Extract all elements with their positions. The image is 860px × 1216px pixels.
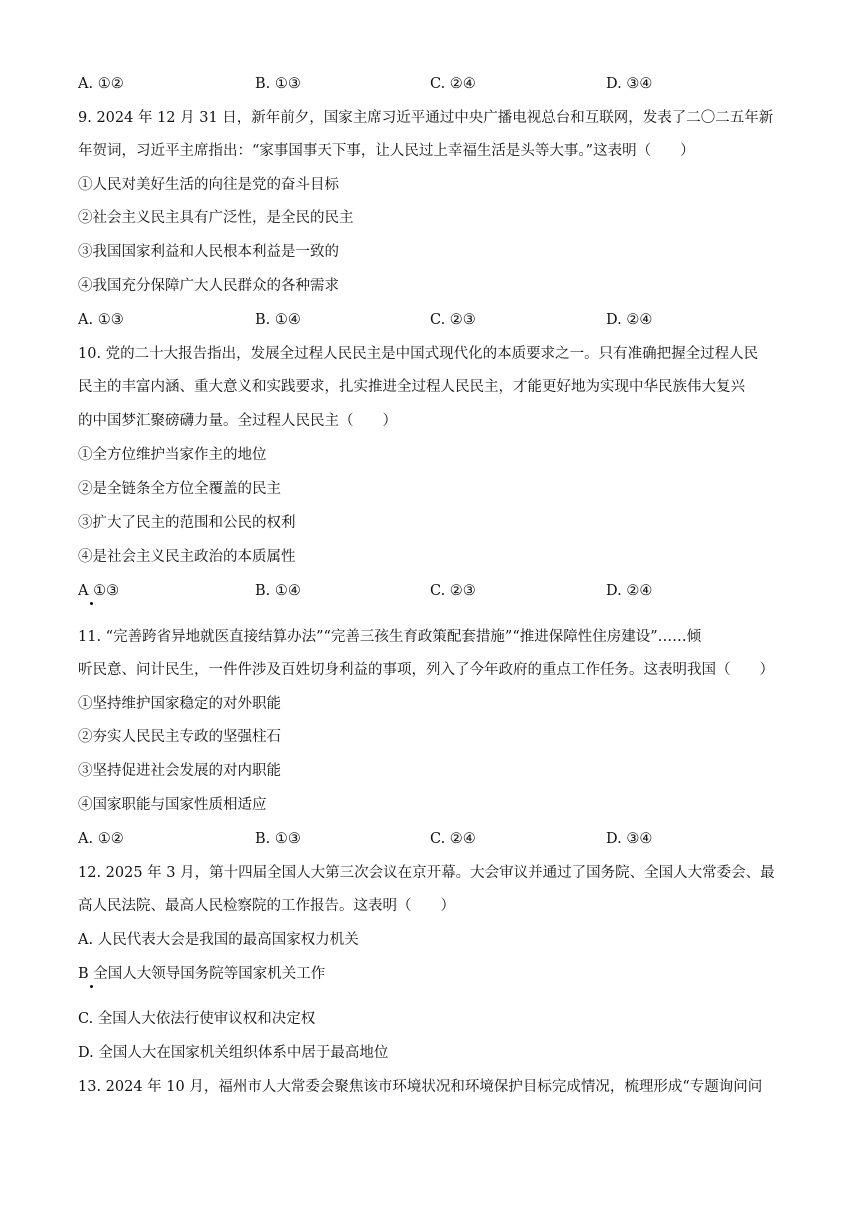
q9-option-d[interactable]: D. ②④ — [606, 312, 653, 328]
q11-item-4: ④国家职能与国家性质相适应 — [78, 797, 267, 813]
q10-option-a-dot — [90, 602, 93, 605]
q11-options — [78, 829, 798, 849]
q9-option-c[interactable]: C. ②③ — [430, 312, 476, 328]
q10-item-3: ③扩大了民主的范围和公民的权利 — [78, 515, 296, 531]
q12-stem-line-1: 12. 2025 年 3 月，第十四届全国人大第三次会议在京开幕。大会审议并通过了国务院、全国人大常委会、最 — [78, 865, 775, 881]
q10-options — [78, 581, 798, 601]
q8-option-c[interactable]: C. ②④ — [430, 76, 476, 92]
q8-options — [78, 74, 798, 94]
q10-option-b[interactable]: B. ①④ — [255, 583, 301, 599]
q10-option-d[interactable]: D. ②④ — [606, 583, 653, 599]
q10-stem-line-3: 的中国梦汇聚磅礴力量。全过程人民民主（ ） — [78, 413, 397, 429]
q9-option-b[interactable]: B. ①④ — [255, 312, 301, 328]
q10-stem-line-1: 10. 党的二十大报告指出，发展全过程人民民主是中国式现代化的本质要求之一。只有准确把握全过程人民 — [78, 346, 759, 362]
q10-item-2: ②是全链条全方位全覆盖的民主 — [78, 481, 281, 497]
q9-item-3: ③我国国家利益和人民根本利益是一致的 — [78, 244, 339, 260]
q12-option-c[interactable]: C. 全国人大依法行使审议权和决定权 — [78, 1011, 316, 1027]
q11-stem-line-2: 听民意、问计民生，一件件涉及百姓切身利益的事项，列入了今年政府的重点工作任务。这表明我国（ ） — [78, 662, 774, 678]
q12-option-d[interactable]: D. 全国人大在国家机关组织体系中居于最高地位 — [78, 1045, 389, 1061]
q13-stem-line-1: 13. 2024 年 10 月，福州市人大常委会聚焦该市环境状况和环境保护目标完成情况，梳理形成“专题询问问 — [78, 1079, 763, 1095]
q9-stem-line-2: 年贺词，习近平主席指出：“家事国事天下事，让人民过上幸福生活是头等大事。”这表明（ ） — [78, 143, 695, 159]
q11-option-b[interactable]: B. ①③ — [255, 831, 301, 847]
q9-stem-line-1: 9. 2024 年 12 月 31 日，新年前夕，国家主席习近平通过中央广播电视总台和互联网，发表了二〇二五年新 — [78, 110, 774, 126]
q10-stem-line-2: 民主的丰富内涵、重大意义和实践要求，扎实推进全过程人民民主，才能更好地为实现中华民族伟大复兴 — [78, 379, 745, 395]
q10-item-1: ①全方位维护当家作主的地位 — [78, 447, 267, 463]
q11-item-2: ②夯实人民民主专政的坚强柱石 — [78, 729, 281, 745]
q11-item-1: ①坚持维护国家稳定的对外职能 — [78, 696, 281, 712]
q11-option-d[interactable]: D. ③④ — [606, 831, 653, 847]
q8-option-b[interactable]: B. ①③ — [255, 76, 301, 92]
q11-item-3: ③坚持促进社会发展的对内职能 — [78, 763, 281, 779]
q8-option-a[interactable]: A. ①② — [78, 76, 124, 92]
q8-option-d[interactable]: D. ③④ — [606, 76, 653, 92]
q10-option-a[interactable]: A ①③ — [78, 583, 120, 599]
q10-option-c[interactable]: C. ②③ — [430, 583, 476, 599]
q9-item-1: ①人民对美好生活的向往是党的奋斗目标 — [78, 177, 339, 193]
q9-option-a[interactable]: A. ①③ — [78, 312, 124, 328]
q10-item-4: ④是社会主义民主政治的本质属性 — [78, 549, 296, 565]
q11-option-c[interactable]: C. ②④ — [430, 831, 476, 847]
q9-item-2: ②社会主义民主具有广泛性，是全民的民主 — [78, 210, 354, 226]
q12-stem-line-2: 高人民法院、最高人民检察院的工作报告。这表明（ ） — [78, 898, 455, 914]
q11-stem-line-1: 11. “完善跨省异地就医直接结算办法”“完善三孩生育政策配套措施”“推进保障性住房建设”……倾 — [78, 629, 702, 645]
q9-options — [78, 310, 798, 330]
q12-option-b-dot — [90, 985, 93, 988]
q12-option-a[interactable]: A. 人民代表大会是我国的最高国家权力机关 — [78, 932, 359, 948]
q12-option-b[interactable]: B 全国人大领导国务院等国家机关工作 — [78, 966, 326, 982]
q9-item-4: ④我国充分保障广大人民群众的各种需求 — [78, 278, 339, 294]
q11-option-a[interactable]: A. ①② — [78, 831, 124, 847]
